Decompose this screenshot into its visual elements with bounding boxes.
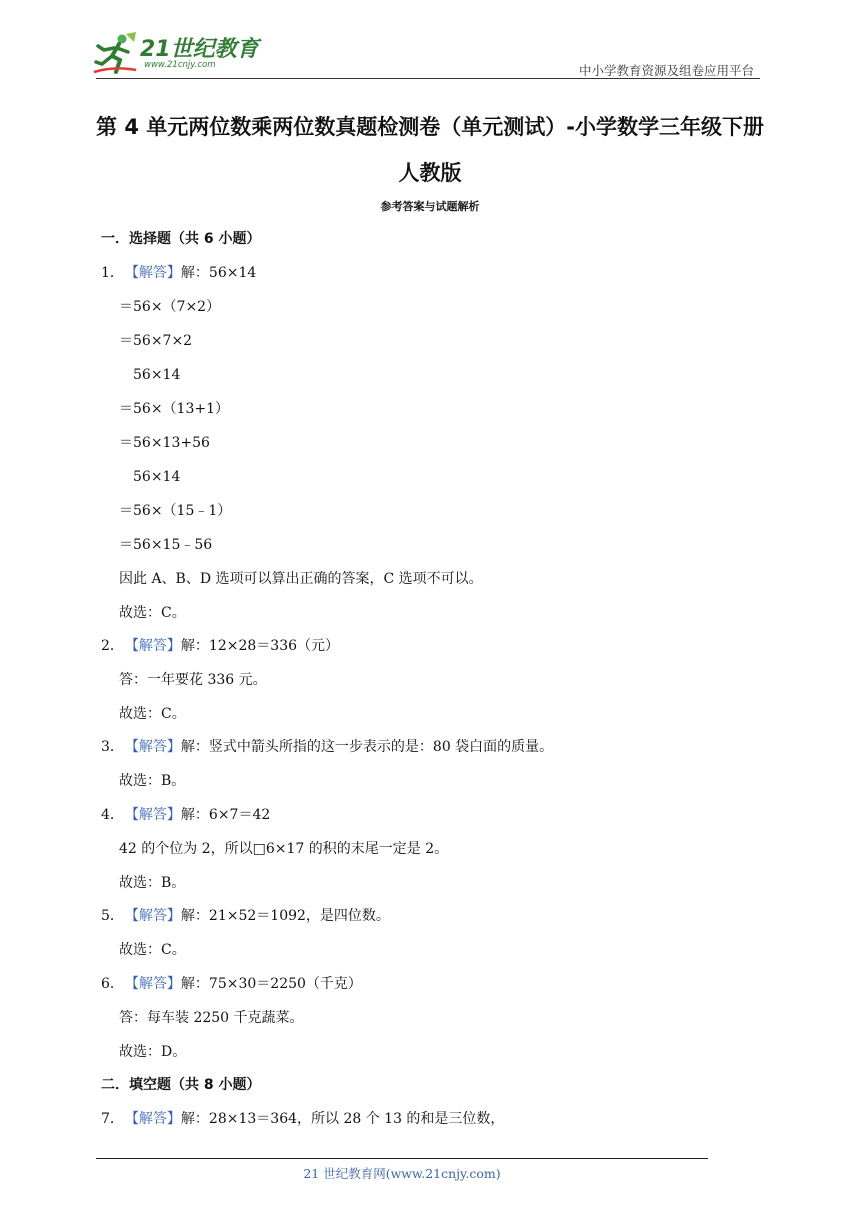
question-number: 1． [101,265,124,281]
question-number: 2． [101,638,124,654]
question-7-head [101,1109,504,1129]
question-number: 6． [101,976,124,992]
section-heading-choice: 一．选择题（共 6 小题） [101,231,261,247]
question-4-text: 解：6×7＝42 [180,807,271,823]
question-2-text: 解：12×28＝336（元） [180,638,340,654]
question-3-text: 解：竖式中箭头所指的这一步表示的是：80 袋白面的质量。 [180,739,554,755]
question-3-head [101,737,553,757]
solution-line: 答：一年要花 336 元。 [119,672,267,688]
question-6-text: 解：75×30＝2250（千克） [180,976,362,992]
page-subtitle: 参考答案与试题解析 [380,200,480,213]
platform-name: 中小学教育资源及组卷应用平台 [578,63,754,78]
solution-line: 56×14 [133,367,181,383]
answer-choice-line: 故选：C。 [119,605,186,621]
question-1-head [101,263,256,283]
page-header [0,0,860,84]
solution-line: 56×14 [133,469,181,485]
logo-url: www.21cnjy.com [144,60,216,70]
solution-line: ＝56×（7×2） [119,299,221,315]
answer-tag: 【解答】 [131,1111,181,1127]
runner-logo-icon [92,32,138,76]
solution-line: ＝56×7×2 [119,333,193,349]
answer-choice-line: 故选：C。 [119,942,186,958]
answer-choice-line: 故选：B。 [119,773,186,789]
answer-tag: 【解答】 [131,739,181,755]
answer-tag: 【解答】 [131,807,181,823]
question-1-text: 解：56×14 [180,265,257,281]
question-4-head [101,805,270,825]
page-title: 第 4 单元两位数乘两位数真题检测卷（单元测试）-小学数学三年级下册人教版 [96,115,764,185]
solution-line: 因此 A、B、D 选项可以算出正确的答案，C 选项不可以。 [119,571,483,587]
question-number: 5． [101,908,124,924]
question-5-text: 解：21×52＝1092，是四位数。 [180,908,390,924]
solution-line: ＝56×15﹣56 [119,537,213,553]
question-number: 7． [101,1111,124,1127]
footer-divider [96,1158,708,1159]
solution-line: ＝56×13+56 [119,435,210,451]
solution-line: ＝56×（13+1） [119,401,229,417]
site-logo [92,32,262,78]
answer-tag: 【解答】 [131,265,181,281]
solution-line: ＝56×（15﹣1） [119,503,232,519]
question-5-head [101,906,390,926]
question-6-head [101,974,362,994]
header-divider [96,78,760,79]
answer-choice-line: 故选：B。 [119,875,186,891]
question-2-head [101,636,339,656]
question-number: 4． [101,807,124,823]
answer-tag: 【解答】 [131,976,181,992]
solution-line: 42 的个位为 2，所以□6×17 的积的末尾一定是 2。 [119,841,449,857]
question-7-text: 解：28×13＝364，所以 28 个 13 的和是三位数， [180,1111,505,1127]
answer-choice-line: 故选：D。 [119,1044,187,1060]
solution-line: 答：每车装 2250 千克蔬菜。 [119,1010,304,1026]
footer-text: 21 世纪教育网(www.21cnjy.com) [303,1166,501,1181]
section-heading-fill: 二．填空题（共 8 小题） [101,1077,261,1093]
question-number: 3． [101,739,124,755]
logo-text: 21世纪教育 [140,37,259,62]
answer-choice-line: 故选：C。 [119,706,186,722]
answer-tag: 【解答】 [131,908,181,924]
answer-tag: 【解答】 [131,638,181,654]
